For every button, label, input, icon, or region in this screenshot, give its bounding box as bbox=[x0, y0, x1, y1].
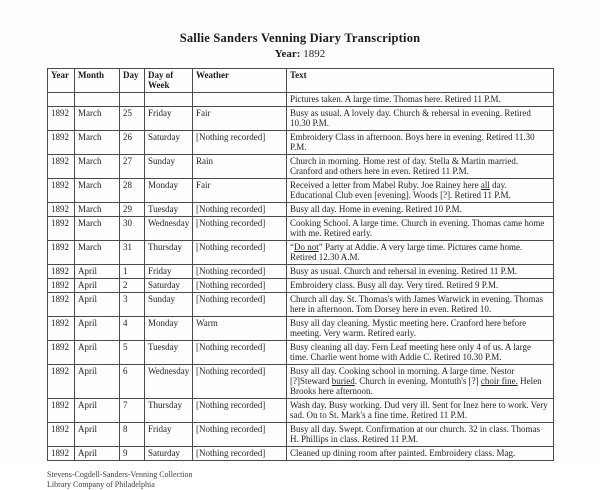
text-segment: . Church in evening. Montuth's [?] bbox=[354, 376, 481, 386]
cell-month: March bbox=[75, 131, 120, 155]
cell-weather: [Nothing recorded] bbox=[193, 217, 287, 241]
cell-dow: Saturday bbox=[145, 131, 193, 155]
cell-month: April bbox=[75, 399, 120, 423]
text-segment-underlined: buried bbox=[331, 376, 355, 386]
text-segment: Busy all day. Home in evening. Retired 10 P.M. bbox=[290, 204, 462, 214]
cell-text bbox=[287, 365, 554, 399]
text-segment: Helen Brooks here afternoon. bbox=[290, 376, 542, 396]
column-header-dow: Day of Week bbox=[145, 69, 193, 93]
text-segment: Busy all day cleaning. Mystic meeting here. Cranford here before meeting. Very warm. Retired early. bbox=[290, 318, 527, 338]
cell-day: 1 bbox=[120, 265, 145, 279]
cell-dow: Sunday bbox=[145, 155, 193, 179]
cell-text bbox=[287, 107, 554, 131]
cell-month: April bbox=[75, 447, 120, 461]
cell-dow: Tuesday bbox=[145, 203, 193, 217]
cell-day: 9 bbox=[120, 447, 145, 461]
cell-weather: [Nothing recorded] bbox=[193, 203, 287, 217]
text-segment-underlined: all bbox=[480, 180, 490, 190]
cell-month: April bbox=[75, 279, 120, 293]
cell-year: 1892 bbox=[48, 279, 75, 293]
cell-text bbox=[287, 203, 554, 217]
cell-weather: [Nothing recorded] bbox=[193, 365, 287, 399]
cell-year: 1892 bbox=[48, 423, 75, 447]
cell-year: 1892 bbox=[48, 447, 75, 461]
cell-text bbox=[287, 217, 554, 241]
cell-day: 25 bbox=[120, 107, 145, 131]
cell-month: April bbox=[75, 365, 120, 399]
cell-weather: [Nothing recorded] bbox=[193, 423, 287, 447]
cell-dow: Sunday bbox=[145, 293, 193, 317]
table-row bbox=[48, 265, 554, 279]
cell-text bbox=[287, 399, 554, 423]
page-title: Sallie Sanders Venning Diary Transcription bbox=[179, 31, 421, 45]
cell-month: March bbox=[75, 217, 120, 241]
table-row bbox=[48, 131, 554, 155]
table-row bbox=[48, 241, 554, 265]
cell-month: April bbox=[75, 265, 120, 279]
cell-day: 28 bbox=[120, 179, 145, 203]
cell-day bbox=[120, 93, 145, 107]
cell-dow: Friday bbox=[145, 265, 193, 279]
cell-text bbox=[287, 131, 554, 155]
cell-month: March bbox=[75, 241, 120, 265]
table-row bbox=[48, 365, 554, 399]
cell-day: 3 bbox=[120, 293, 145, 317]
text-segment: day. Educational Club even [evening]. Woods [?]. Retired 11 P.M. bbox=[290, 180, 511, 200]
cell-text bbox=[287, 423, 554, 447]
column-header-day: Day bbox=[120, 69, 145, 93]
cell-dow: Tuesday bbox=[145, 341, 193, 365]
cell-weather bbox=[193, 93, 287, 107]
cell-dow: Saturday bbox=[145, 279, 193, 293]
cell-day: 26 bbox=[120, 131, 145, 155]
table-row bbox=[48, 203, 554, 217]
cell-year: 1892 bbox=[48, 217, 75, 241]
cell-dow: Monday bbox=[145, 317, 193, 341]
table-row bbox=[48, 447, 554, 461]
cell-month: March bbox=[75, 203, 120, 217]
cell-text bbox=[287, 317, 554, 341]
text-segment: Received a letter from Mabel Ruby. Joe Rainey here bbox=[290, 180, 481, 190]
text-segment: Wash day. Busy working. Dud very ill. Sent for Inez here to work. Very sad. On to St. Mark's a fine time. Retired 11 P.M. bbox=[290, 400, 548, 420]
text-segment: Busy as usual. A lovely day. Church & rehersal in evening. Retired 10.30 P.M. bbox=[290, 108, 531, 128]
cell-day: 31 bbox=[120, 241, 145, 265]
cell-day: 4 bbox=[120, 317, 145, 341]
year-value: 1892 bbox=[303, 48, 326, 60]
column-header-weather: Weather bbox=[193, 69, 287, 93]
cell-day: 8 bbox=[120, 423, 145, 447]
cell-text bbox=[287, 341, 554, 365]
cell-weather: [Nothing recorded] bbox=[193, 447, 287, 461]
cell-day: 2 bbox=[120, 279, 145, 293]
cell-month: April bbox=[75, 293, 120, 317]
table-row bbox=[48, 293, 554, 317]
cell-year: 1892 bbox=[48, 365, 75, 399]
cell-month: March bbox=[75, 107, 120, 131]
cell-month: April bbox=[75, 423, 120, 447]
cell-year: 1892 bbox=[48, 399, 75, 423]
column-header-month: Month bbox=[75, 69, 120, 93]
cell-weather: [Nothing recorded] bbox=[193, 241, 287, 265]
table-row bbox=[48, 399, 554, 423]
cell-year bbox=[48, 93, 75, 107]
title-block bbox=[0, 0, 600, 60]
cell-weather: Fair bbox=[193, 107, 287, 131]
cell-weather: Rain bbox=[193, 155, 287, 179]
cell-dow: Friday bbox=[145, 107, 193, 131]
cell-month: March bbox=[75, 179, 120, 203]
cell-day: 30 bbox=[120, 217, 145, 241]
cell-month: April bbox=[75, 341, 120, 365]
cell-month: March bbox=[75, 155, 120, 179]
cell-day: 5 bbox=[120, 341, 145, 365]
table-row bbox=[48, 155, 554, 179]
text-segment: Busy as usual. Church and rehersal in evening. Retired 11 P.M. bbox=[290, 266, 518, 276]
cell-year: 1892 bbox=[48, 179, 75, 203]
cell-text bbox=[287, 447, 554, 461]
cell-weather: [Nothing recorded] bbox=[193, 131, 287, 155]
text-segment-underlined: choir fine. bbox=[480, 376, 518, 386]
cell-weather: Warm bbox=[193, 317, 287, 341]
cell-year: 1892 bbox=[48, 107, 75, 131]
text-segment: Embroidery Class in afternoon. Boys here in evening. Retired 11.30 P.M. bbox=[290, 132, 535, 152]
cell-day: 29 bbox=[120, 203, 145, 217]
cell-year: 1892 bbox=[48, 131, 75, 155]
text-segment: Busy all day. Swept. Confirmation at our church. 32 in class. Thomas H. Phillips in class. Retired 11 P.M. bbox=[290, 424, 540, 444]
text-segment: Cleaned up dining room after painted. Embroidery class. Mag. bbox=[290, 448, 516, 458]
cell-year: 1892 bbox=[48, 293, 75, 317]
cell-text bbox=[287, 265, 554, 279]
diary-table bbox=[47, 68, 554, 461]
cell-dow: Thursday bbox=[145, 399, 193, 423]
cell-weather: [Nothing recorded] bbox=[193, 265, 287, 279]
cell-weather: [Nothing recorded] bbox=[193, 341, 287, 365]
text-segment: Busy all day. Cooking school in morning. A large time. Nestor [?]Steward bbox=[290, 366, 515, 386]
table-body bbox=[48, 93, 554, 461]
cell-year: 1892 bbox=[48, 265, 75, 279]
table-row bbox=[48, 107, 554, 131]
cell-year: 1892 bbox=[48, 203, 75, 217]
cell-dow: Wednesday bbox=[145, 217, 193, 241]
cell-year: 1892 bbox=[48, 341, 75, 365]
cell-weather: [Nothing recorded] bbox=[193, 293, 287, 317]
text-segment: Church all day. St. Thomas's with James Warwick in evening. Thomas here in afternoon. Tom Dorsey here in even. Retired 10. bbox=[290, 294, 544, 314]
cell-year: 1892 bbox=[48, 241, 75, 265]
cell-day: 27 bbox=[120, 155, 145, 179]
text-segment: Church in morning. Home rest of day. Stella & Martin married. Cranford and others here in even. Retired 11 P.M. bbox=[290, 156, 519, 176]
text-segment: Pictures taken. A large time. Thomas here. Retired 11 P.M. bbox=[290, 94, 501, 104]
cell-text bbox=[287, 279, 554, 293]
text-segment: Embroidery class. Busy all day. Very tired. Retired 9 P.M. bbox=[290, 280, 499, 290]
text-segment: “ bbox=[290, 242, 294, 252]
footer-institution: Library Company of Philadelphia bbox=[47, 480, 155, 489]
cell-day: 7 bbox=[120, 399, 145, 423]
cell-year: 1892 bbox=[48, 317, 75, 341]
cell-dow: Monday bbox=[145, 179, 193, 203]
cell-text bbox=[287, 241, 554, 265]
table-row bbox=[48, 341, 554, 365]
cell-day: 6 bbox=[120, 365, 145, 399]
table-row bbox=[48, 179, 554, 203]
cell-dow: Wednesday bbox=[145, 365, 193, 399]
cell-dow bbox=[145, 93, 193, 107]
table-row bbox=[48, 423, 554, 447]
cell-text bbox=[287, 293, 554, 317]
table-row bbox=[48, 279, 554, 293]
footer-collection: Stevens-Cogdell-Sanders-Venning Collection bbox=[47, 470, 193, 479]
cell-dow: Friday bbox=[145, 423, 193, 447]
table-header bbox=[48, 69, 554, 93]
cell-text bbox=[287, 179, 554, 203]
column-header-text: Text bbox=[287, 69, 554, 93]
cell-dow: Thursday bbox=[145, 241, 193, 265]
table-row bbox=[48, 217, 554, 241]
text-segment: Cooking School. A large time. Church in evening. Thomas came home with me. Retired early. bbox=[290, 218, 545, 238]
table-header-row bbox=[48, 69, 554, 93]
cell-weather: [Nothing recorded] bbox=[193, 399, 287, 423]
year-label: Year: bbox=[274, 48, 301, 60]
cell-month: April bbox=[75, 317, 120, 341]
cell-text bbox=[287, 93, 554, 107]
footer bbox=[47, 470, 600, 490]
column-header-year: Year bbox=[48, 69, 75, 93]
table-row bbox=[48, 317, 554, 341]
cell-weather: [Nothing recorded] bbox=[193, 279, 287, 293]
cell-dow: Saturday bbox=[145, 447, 193, 461]
text-segment: Busy cleaning all day. Fern Leaf meeting here only 4 of us. A large time. Charlie went home with Addie C. Retired 10.30 P.M. bbox=[290, 342, 531, 362]
cell-weather: Fair bbox=[193, 179, 287, 203]
cell-text bbox=[287, 155, 554, 179]
text-segment: ” Party at Addie. A very large time. Pictures came home. Retired 12.30 A.M. bbox=[290, 242, 523, 262]
cell-year: 1892 bbox=[48, 155, 75, 179]
page-subtitle bbox=[0, 48, 600, 60]
text-segment-underlined: Do not bbox=[294, 242, 319, 252]
table-row bbox=[48, 93, 554, 107]
cell-month bbox=[75, 93, 120, 107]
